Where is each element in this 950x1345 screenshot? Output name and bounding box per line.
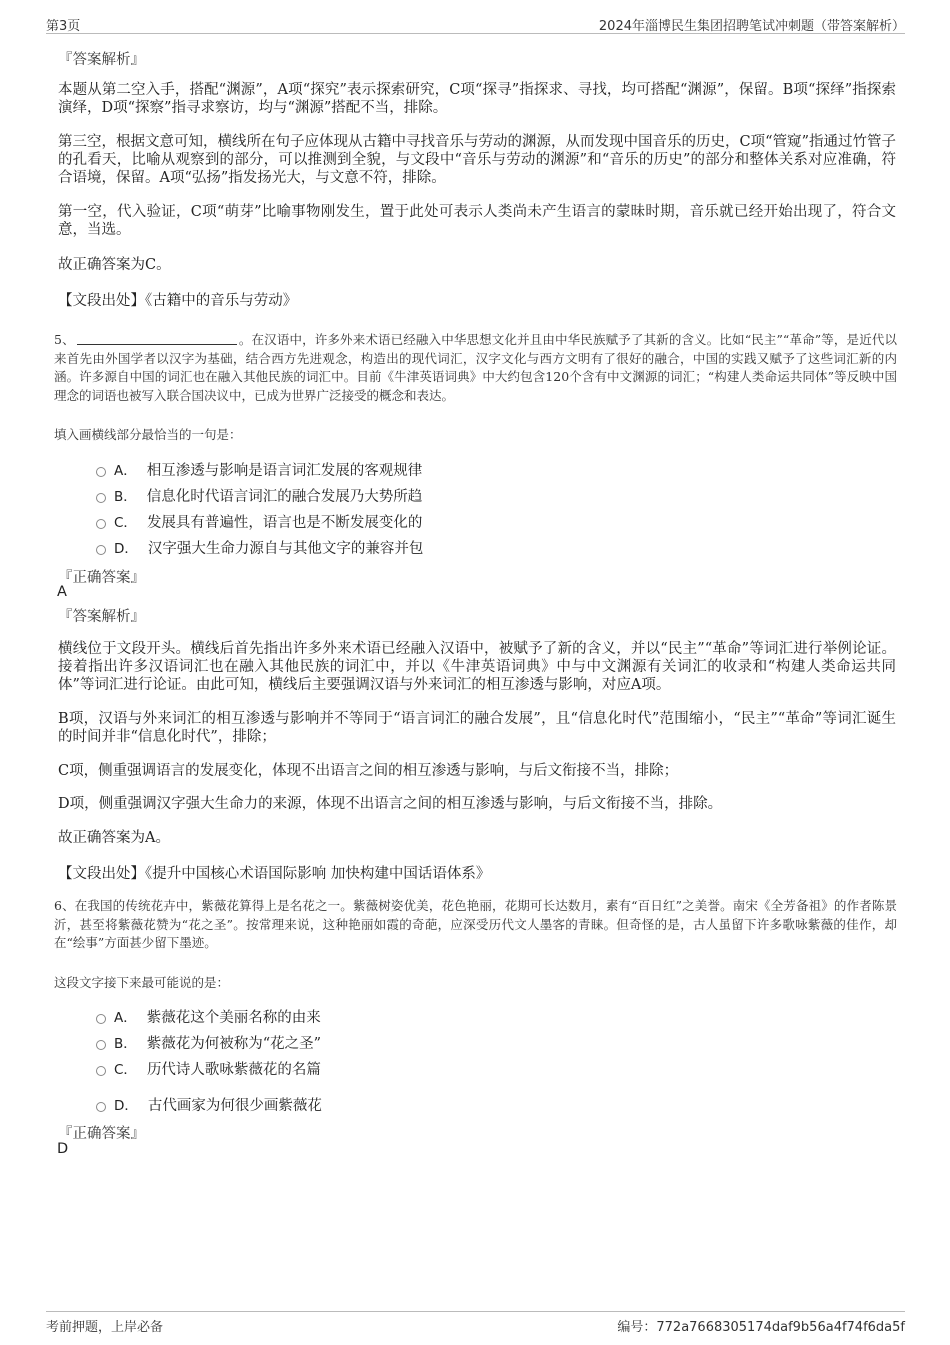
page-footer	[46, 1311, 905, 1335]
correct-answer-label: 『正确答案』	[58, 1126, 145, 1142]
radio-icon[interactable]	[96, 1066, 106, 1076]
analysis-paragraph: 第一空，代入验证，C项“萌芽”比喻事物刚发生，置于此处可表示人类尚未产生语言的蒙昧时期，音乐就已经开始出现了，符合文意，当选。	[58, 204, 896, 238]
option-a[interactable]	[96, 1006, 321, 1026]
document-title: 2024年淄博民生集团招聘笔试冲刺题（带答案解析）	[598, 19, 905, 34]
analysis-paragraph: 故正确答案为C。	[58, 257, 171, 273]
analysis-label: 『答案解析』	[58, 52, 145, 68]
option-c[interactable]	[96, 511, 422, 531]
analysis-paragraph: 本题从第二空入手，搭配“渊源”，A项“探究”表示探索研究，C项“探寻”指探求、寻找，均可搭配“渊源”，保留。B项“探绎”指探索演绎，D项“探察”指寻求察访，均与“渊源”搭配不当，排除。	[58, 82, 896, 116]
option-b[interactable]	[96, 485, 422, 505]
option-letter: B．	[114, 1036, 137, 1052]
correct-answer-label: 『正确答案』	[58, 570, 145, 586]
option-letter: D．	[114, 1098, 138, 1114]
radio-icon[interactable]	[96, 1014, 106, 1024]
page-number: 第3页	[46, 19, 81, 34]
option-letter: D．	[114, 541, 138, 557]
radio-icon[interactable]	[96, 545, 106, 555]
option-text: 历代诗人歌咏紫薇花的名篇	[146, 1061, 321, 1078]
option-text: 古代画家为何很少画紫薇花	[147, 1097, 322, 1114]
correct-answer: A	[57, 584, 67, 600]
correct-answer: D	[57, 1141, 69, 1157]
question-6-stem: 6、在我国的传统花卉中，紫薇花算得上是名花之一。紫薇树姿优美，花色艳丽，花期可长达数月，素有“百日红”之美誉。南宋《全芳备祖》的作者陈景沂，甚至将紫薇花赞为“花之圣”。按常理来说，这种艳丽如霞的奇葩，应深受历代文人墨客的青睐。但奇怪的是，古人虽留下许多歌咏紫薇的佳作，却在“绘事”方面甚少留下墨迹。	[54, 898, 897, 950]
question-prompt: 这段文字接下来最可能说的是：	[54, 975, 230, 990]
option-text: 汉字强大生命力源自与其他文字的兼容并包	[147, 540, 424, 557]
question-number: 5、	[54, 332, 75, 347]
option-d[interactable]	[96, 537, 423, 557]
option-letter: A．	[114, 1010, 137, 1026]
option-letter: B．	[114, 489, 137, 505]
option-c[interactable]	[96, 1058, 321, 1078]
analysis-paragraph: B项，汉语与外来词汇的相互渗透与影响并不等同于“语言词汇的融合发展”，且“信息化时代”范围缩小，“民主”“革命”等词汇诞生的时间并非“信息化时代”，排除；	[58, 711, 896, 745]
footer-slogan: 考前押题，上岸必备	[46, 1320, 164, 1335]
option-letter: A．	[114, 463, 137, 479]
analysis-paragraph: 故正确答案为A。	[58, 830, 170, 846]
radio-icon[interactable]	[96, 1102, 106, 1112]
code-value: 772a7668305174daf9b56a4f74f6da5f	[656, 1320, 905, 1335]
option-text: 紫薇花为何被称为“花之圣”	[146, 1035, 322, 1052]
radio-icon[interactable]	[96, 1040, 106, 1050]
analysis-label: 『答案解析』	[58, 609, 145, 625]
radio-icon[interactable]	[96, 467, 106, 477]
analysis-paragraph: C项，侧重强调语言的发展变化，体现不出语言之间的相互渗透与影响，与后文衔接不当，排除；	[58, 763, 679, 779]
radio-icon[interactable]	[96, 493, 106, 503]
code-label: 编号：	[617, 1320, 657, 1335]
question-5-stem	[54, 331, 897, 405]
option-letter: C．	[114, 515, 137, 531]
option-text: 发展具有普遍性，语言也是不断发展变化的	[146, 514, 423, 531]
option-text: 紫薇花这个美丽名称的由来	[146, 1009, 321, 1026]
option-text: 信息化时代语言词汇的融合发展乃大势所趋	[146, 488, 423, 505]
option-text: 相互渗透与影响是语言词汇发展的客观规律	[146, 462, 423, 479]
analysis-paragraph: 第三空，根据文意可知，横线所在句子应体现从古籍中寻找音乐与劳动的渊源，从而发现中国音乐的历史，C项“管窥”指通过竹管子的孔看天，比喻从观察到的部分，可以推测到全貌，与文段中“音乐与劳动的渊源”和“音乐的历史”的部分和整体关系对应准确，符合语境，保留。A项“弘扬”指发扬光大，与文意不符，排除。	[58, 134, 896, 186]
passage-source: 【文段出处】《古籍中的音乐与劳动》	[58, 293, 298, 309]
page-header	[46, 14, 905, 34]
document-code	[617, 1316, 905, 1335]
option-d[interactable]	[96, 1094, 322, 1114]
analysis-paragraph: 横线位于文段开头。横线后首先指出许多外来术语已经融入汉语中，被赋予了新的含义，并以“民主”“革命”等词汇进行举例论证。接着指出许多汉语词汇也在融入其他民族的词汇中，并以《牛津英语词典》中与中文渊源有关词汇的收录和“构建人类命运共同体”等词汇进行论证。由此可知，横线后主要强调汉语与外来词汇的相互渗透与影响，对应A项。	[58, 641, 896, 693]
option-letter: C．	[114, 1062, 137, 1078]
passage-source: 【文段出处】《提升中国核心术语国际影响 加快构建中国话语体系》	[58, 866, 491, 882]
analysis-paragraph: D项，侧重强调汉字强大生命力的来源，体现不出语言之间的相互渗透与影响，与后文衔接不当，排除。	[58, 796, 723, 812]
option-b[interactable]	[96, 1032, 321, 1052]
fill-blank-line	[77, 333, 237, 345]
question-prompt: 填入画横线部分最恰当的一句是：	[54, 427, 242, 442]
question-text: 。在汉语中，许多外来术语已经融入中华思想文化并且由中华民族赋予了其新的含义。比如“民主”“革命”等，是近代以来首先由外国学者以汉字为基础，结合西方先进观念，构造出的现代词汇，汉字文化与西方文明有了很好的融合，中国的实践又赋予了这些词汇新的内涵。许多源自中国的词汇也在融入其他民族的词汇中。目前《牛津英语词典》中大约包含120个含有中文渊源的词汇；“构建人类命运共同体”等反映中国理念的词语也被写入联合国决议中，已成为世界广泛接受的概念和表达。	[54, 332, 897, 403]
option-a[interactable]	[96, 459, 422, 479]
radio-icon[interactable]	[96, 519, 106, 529]
